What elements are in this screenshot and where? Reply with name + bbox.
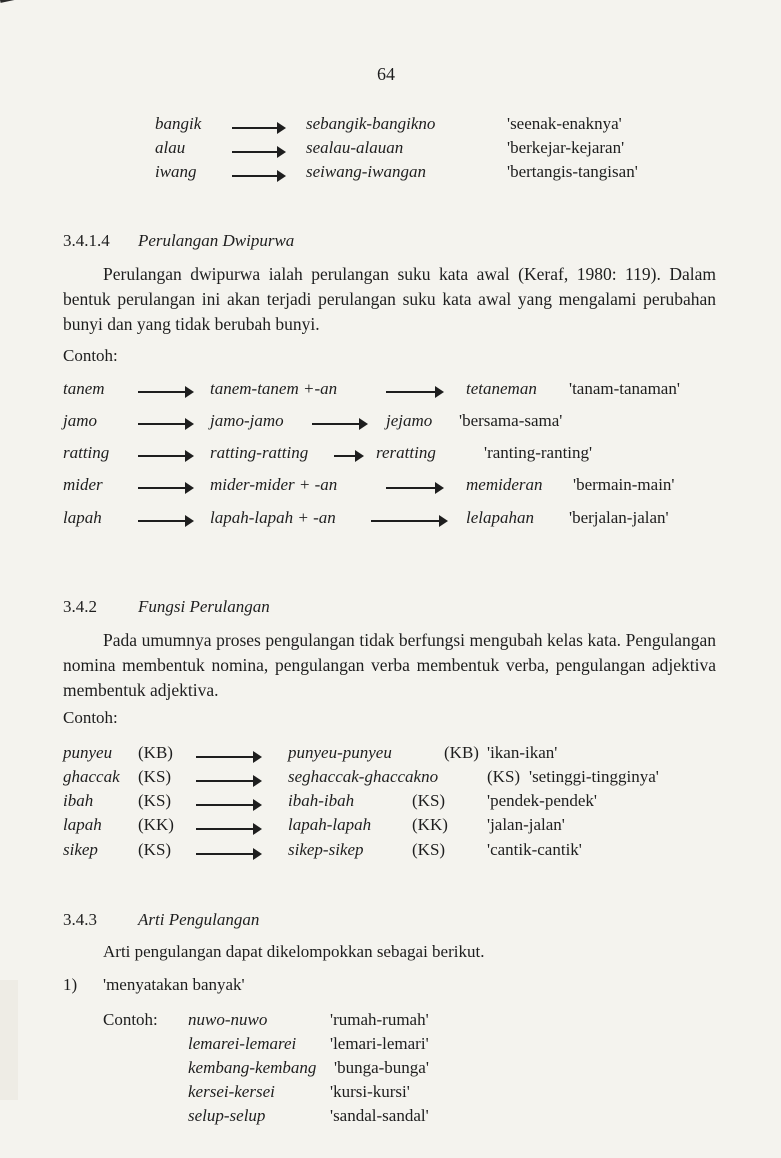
reduplicated-form: jamo-jamo	[210, 411, 284, 430]
arrow-icon	[138, 520, 192, 522]
scan-bleed-strip	[0, 980, 18, 1100]
base-word: mider	[63, 475, 103, 494]
base-word: bangik	[155, 114, 202, 133]
page-number: 64	[377, 64, 395, 84]
word-class: (KS)	[138, 840, 172, 859]
gloss: 'pendek-pendek'	[487, 791, 597, 810]
contoh-label: Contoh:	[63, 708, 118, 727]
contoh-label: Contoh:	[103, 1010, 158, 1029]
example-word: nuwo-nuwo	[188, 1010, 268, 1029]
gloss: 'bunga-bunga'	[334, 1058, 429, 1077]
base-word: tanem	[63, 379, 105, 398]
gloss: 'ranting-ranting'	[484, 443, 593, 462]
example-word: selup-selup	[188, 1106, 266, 1125]
word-class: (KS)	[138, 767, 172, 786]
arrow-icon	[232, 151, 284, 153]
derived-word: lelapahan	[466, 508, 534, 527]
arrow-icon	[371, 520, 446, 522]
word-class: (KB)	[138, 743, 173, 762]
section-intro: Arti pengulangan dapat dikelompokkan sebagai berikut.	[103, 942, 485, 961]
derived-word: punyeu-punyeu	[288, 743, 392, 762]
section-number: 3.4.3	[63, 910, 97, 929]
arrow-icon	[196, 828, 260, 830]
arrow-icon	[196, 780, 260, 782]
gloss: 'bersama-sama'	[459, 411, 563, 430]
base-word: punyeu	[63, 743, 113, 762]
gloss: 'sandal-sandal'	[330, 1106, 429, 1125]
section-title: Perulangan Dwipurwa	[138, 231, 295, 250]
reduplicated-form: mider-mider + -an	[210, 475, 338, 494]
arrow-icon	[138, 423, 192, 425]
word-class: (KK)	[412, 815, 448, 834]
reduplicated-form: lapah-lapah + -an	[210, 508, 336, 527]
arrow-icon	[138, 487, 192, 489]
derived-word: memideran	[466, 475, 543, 494]
derived-word: lapah-lapah	[288, 815, 372, 834]
gloss: 'ikan-ikan'	[487, 743, 558, 762]
gloss: 'tanam-tanaman'	[569, 379, 680, 398]
base-word: lapah	[63, 815, 102, 834]
arrow-icon	[138, 455, 192, 457]
derived-word: sebangik-bangikno	[306, 114, 436, 133]
base-word: sikep	[63, 840, 98, 859]
gloss: 'berkejar-kejaran'	[507, 138, 625, 157]
section-title: Fungsi Perulangan	[138, 597, 270, 616]
base-word: alau	[155, 138, 186, 157]
base-word: ratting	[63, 443, 110, 462]
item-text: 'menyatakan banyak'	[103, 975, 245, 994]
section-paragraph: Perulangan dwipurwa ialah perulangan suku kata awal (Keraf, 1980: 119). Dalam bentuk perulangan ini akan terjadi perulangan suku kata awal yang mengalami perubahan bunyi dan yang tidak berubah bunyi.	[63, 264, 716, 334]
base-word: iwang	[155, 162, 197, 181]
gloss: 'kursi-kursi'	[330, 1082, 410, 1101]
word-class: (KS)	[487, 767, 521, 786]
arrow-icon	[196, 756, 260, 758]
reduplicated-form: ratting-ratting	[210, 443, 309, 462]
derived-word: sikep-sikep	[288, 840, 364, 859]
gloss: 'bertangis-tangisan'	[507, 162, 638, 181]
gloss: 'bermain-main'	[573, 475, 675, 494]
example-word: kersei-kersei	[188, 1082, 275, 1101]
arrow-icon	[232, 175, 284, 177]
arrow-icon	[386, 487, 442, 489]
arrow-icon	[138, 391, 192, 393]
gloss: 'seenak-enaknya'	[507, 114, 622, 133]
arrow-icon	[386, 391, 442, 393]
section-paragraph: Pada umumnya proses pengulangan tidak berfungsi mengubah kelas kata. Pengulangan nomina membentuk nomina, pengulangan verba membentuk verba, pengulangan adjektiva membentuk adjektiva.	[63, 630, 716, 700]
base-word: ghaccak	[63, 767, 120, 786]
word-class: (KB)	[444, 743, 479, 762]
word-class: (KS)	[412, 791, 446, 810]
base-word: ibah	[63, 791, 94, 810]
derived-word: tetaneman	[466, 379, 537, 398]
arrow-icon	[232, 127, 284, 129]
example-word: lemarei-lemarei	[188, 1034, 297, 1053]
word-class: (KS)	[138, 791, 172, 810]
example-word: kembang-kembang	[188, 1058, 317, 1077]
arrow-icon	[334, 455, 362, 457]
arrow-icon	[196, 853, 260, 855]
derived-word: seiwang-iwangan	[306, 162, 426, 181]
base-word: jamo	[63, 411, 97, 430]
base-word: lapah	[63, 508, 102, 527]
gloss: 'berjalan-jalan'	[569, 508, 669, 527]
gloss: 'cantik-cantik'	[487, 840, 582, 859]
section-number: 3.4.2	[63, 597, 97, 616]
gloss: 'rumah-rumah'	[330, 1010, 429, 1029]
scan-mark	[0, 0, 93, 24]
section-number: 3.4.1.4	[63, 231, 110, 250]
derived-word: reratting	[376, 443, 436, 462]
gloss: 'lemari-lemari'	[330, 1034, 429, 1053]
item-number: 1)	[63, 975, 78, 994]
arrow-icon	[196, 804, 260, 806]
derived-word: seghaccak-ghaccakno	[288, 767, 439, 786]
derived-word: ibah-ibah	[288, 791, 355, 810]
derived-word: sealau-alauan	[306, 138, 404, 157]
word-class: (KS)	[412, 840, 446, 859]
section-title: Arti Pengulangan	[138, 910, 260, 929]
derived-word: jejamo	[386, 411, 433, 430]
word-class: (KK)	[138, 815, 174, 834]
arrow-icon	[312, 423, 366, 425]
contoh-label: Contoh:	[63, 346, 118, 365]
gloss: 'jalan-jalan'	[487, 815, 565, 834]
gloss: 'setinggi-tingginya'	[529, 767, 659, 786]
reduplicated-form: tanem-tanem +-an	[210, 379, 338, 398]
